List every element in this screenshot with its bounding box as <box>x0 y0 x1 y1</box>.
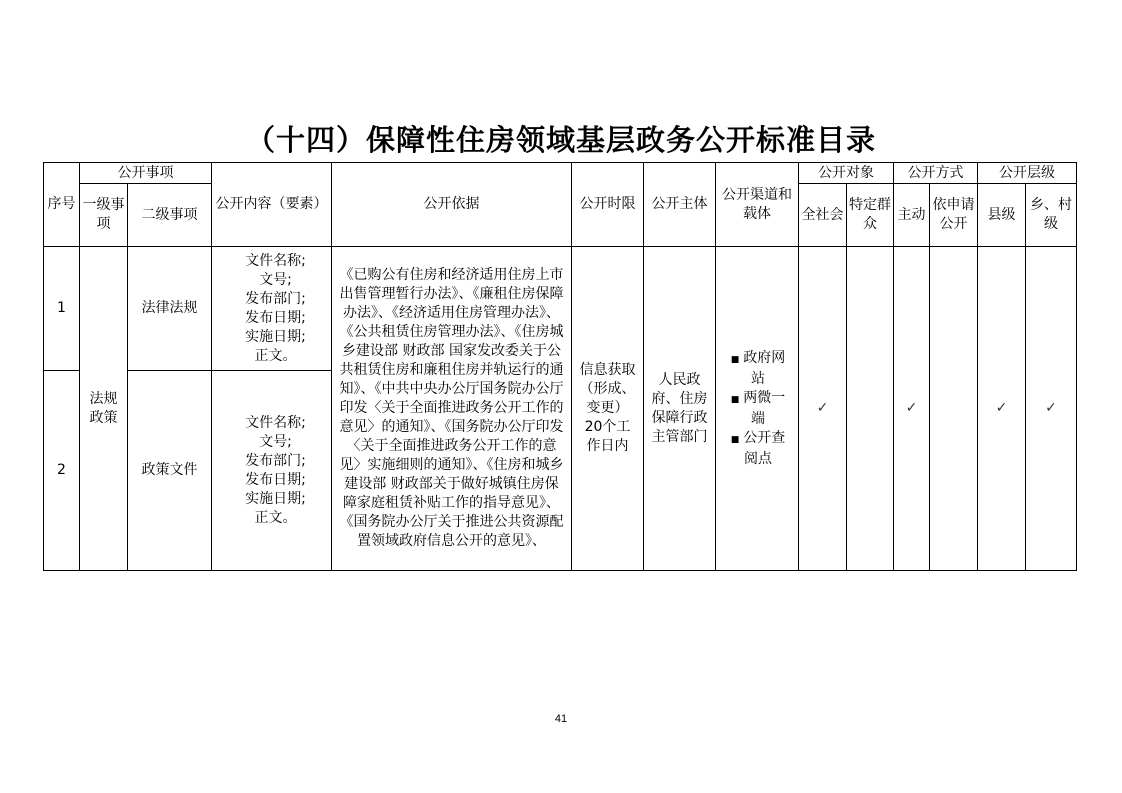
check-county-icon: ✓ <box>978 247 1026 571</box>
header-object-group: 公开对象 <box>799 163 894 184</box>
check-specific <box>847 247 894 571</box>
check-active-icon: ✓ <box>894 247 930 571</box>
basis-cell: 《已购公有住房和经济适用住房上市出售管理暂行办法》、《廉租住房保障办法》、《经济适用住房管理办法》、《公共租赁住房管理办法》、《住房城乡建设部 财政部 国家发改委关于公共租赁住房和廉租住房并轨运行的通知》、《中共中央办公厅国务院办公厅印发〈关于全面推进政务公开工作的意见〉的通知》、《国务院办公厅印发〈关于全面推进政务公开工作的意见〉实施细则的通知》、《住房和城乡建设部 财政部关于做好城镇住房保障家庭租赁补贴工作的指导意见》、《国务院办公厅关于推进公共资源配置领域政府信息公开的意见》、 <box>332 247 572 571</box>
content-line: 文号; <box>259 271 292 288</box>
row-seq: 1 <box>44 247 80 371</box>
time-limit-cell: 信息获取（形成、变更）20个工作日内 <box>572 247 644 571</box>
header-level1: 一级事项 <box>80 184 128 247</box>
header-basis: 公开依据 <box>332 163 572 247</box>
header-level-group: 公开层级 <box>978 163 1077 184</box>
table-row <box>44 247 1077 371</box>
header-level2: 二级事项 <box>128 184 212 247</box>
header-seq: 序号 <box>44 163 80 247</box>
content-line: 发布日期; <box>245 309 306 326</box>
content-line: 正文。 <box>254 509 297 526</box>
content-line: 正文。 <box>254 347 297 364</box>
header-items-group: 公开事项 <box>80 163 212 184</box>
page-title: （十四）保障性住房领域基层政务公开标准目录 <box>245 123 876 157</box>
header-content: 公开内容（要素） <box>212 163 332 247</box>
content-line: 发布日期; <box>245 471 306 488</box>
content-line: 发布部门; <box>245 290 306 307</box>
row-seq: 2 <box>44 371 80 571</box>
square-bullet-icon: ■ <box>730 394 740 405</box>
channel-cell <box>716 247 799 571</box>
row-level2: 法律法规 <box>128 247 212 371</box>
header-level-village: 乡、村级 <box>1026 184 1077 247</box>
content-line: 文号; <box>259 433 292 450</box>
standard-catalog-table <box>43 162 1077 571</box>
row-content <box>212 247 332 371</box>
check-village-icon: ✓ <box>1026 247 1077 571</box>
channel-item: ■ 政府网站 <box>730 349 786 387</box>
check-all-icon: ✓ <box>799 247 847 571</box>
square-bullet-icon: ■ <box>730 434 740 445</box>
header-method-request: 依申请公开 <box>930 184 978 247</box>
content-line: 发布部门; <box>245 452 306 469</box>
content-line: 实施日期; <box>245 328 306 345</box>
level1-cell: 法规政策 <box>80 247 128 571</box>
header-channel: 公开渠道和载体 <box>716 163 799 247</box>
channel-item: ■ 公开查阅点 <box>730 429 786 467</box>
square-bullet-icon: ■ <box>730 354 740 365</box>
row-level2: 政策文件 <box>128 371 212 571</box>
header-object-specific: 特定群众 <box>847 184 894 247</box>
content-line: 实施日期; <box>245 490 306 507</box>
row-content <box>212 371 332 571</box>
channel-item: ■ 两微一端 <box>730 389 786 427</box>
table-header <box>44 163 1077 247</box>
content-line: 文件名称; <box>245 252 306 269</box>
header-time-limit: 公开时限 <box>572 163 644 247</box>
header-object-all: 全社会 <box>799 184 847 247</box>
header-level-county: 县级 <box>978 184 1026 247</box>
page-number: 41 <box>554 713 568 725</box>
header-method-group: 公开方式 <box>894 163 978 184</box>
header-subject: 公开主体 <box>644 163 716 247</box>
content-line: 文件名称; <box>245 414 306 431</box>
header-method-active: 主动 <box>894 184 930 247</box>
check-request <box>930 247 978 571</box>
subject-cell: 人民政府、住房保障行政主管部门 <box>644 247 716 571</box>
